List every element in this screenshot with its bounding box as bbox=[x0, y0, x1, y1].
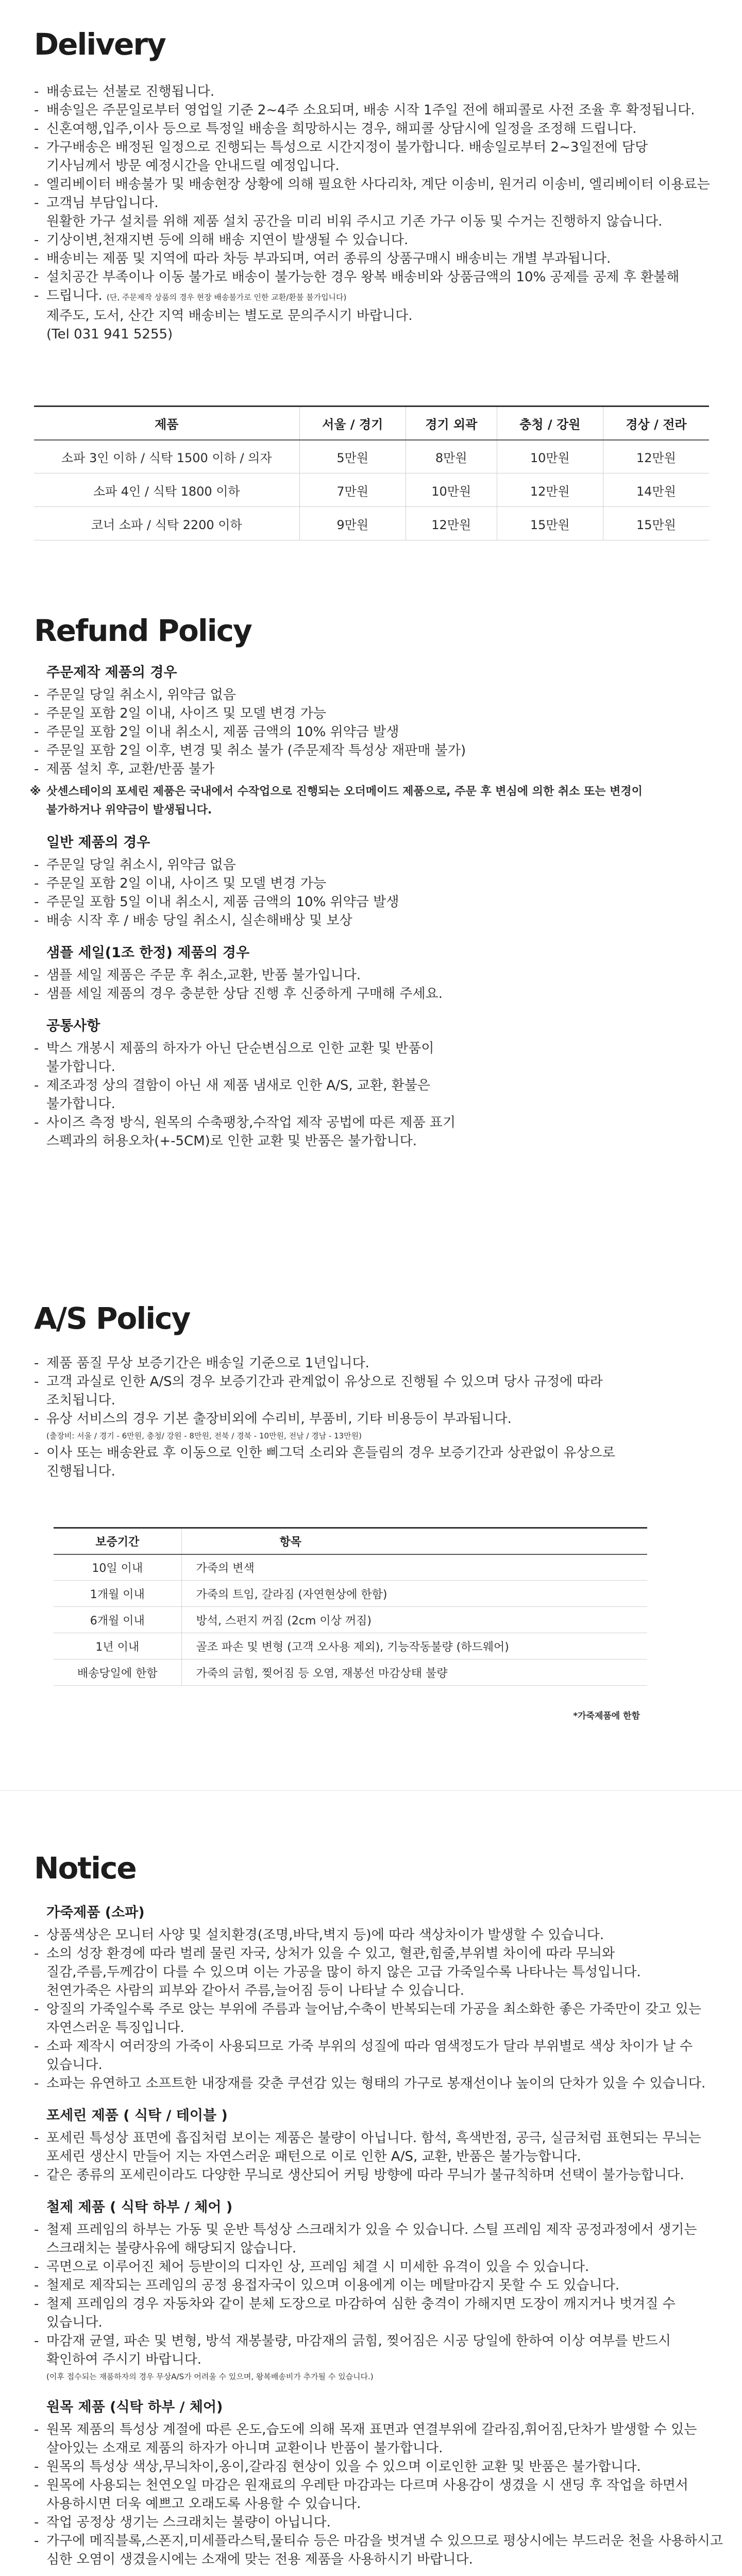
refund-custom-note: 불가하거나 위약금이 발생됩니다. bbox=[46, 804, 212, 817]
notice-line: - 가구에 메직블록,스폰지,미세플라스틱,물티슈 등은 마감을 벗겨낼 수 있으므로 평상시에는 부드러운 천을 사용하시고 bbox=[34, 2532, 709, 2550]
table-header-cell: 충청 / 강원 bbox=[497, 406, 603, 440]
as-warranty-table bbox=[54, 1527, 647, 1686]
refund-common-group bbox=[34, 1016, 709, 1150]
notice-leather-group bbox=[34, 1903, 709, 2093]
delivery-tel-line: (Tel 031 941 5255) bbox=[46, 327, 173, 342]
refund-line: - 배송 시작 후 / 배송 당일 취소시, 실손해배상 및 보상 bbox=[34, 911, 709, 930]
notice-line: - 원목의 특성상 색상,무늬차이,옹이,갈라짐 현상이 있을 수 있으며 이로인한 교환 및 반품은 불가합니다. bbox=[34, 2458, 709, 2476]
table-cell: 5만원 bbox=[299, 440, 406, 473]
as-line: 조치됩니다. bbox=[46, 1393, 115, 1408]
notice-line: - 소파는 유연하고 소프트한 내장재를 갖춘 쿠션감 있는 형태의 가구로 봉재선이나 높이의 단차가 있을 수 있습니다. bbox=[34, 2074, 709, 2093]
refund-general-heading: 일반 제품의 경우 bbox=[46, 835, 150, 851]
table-cell: 9만원 bbox=[299, 507, 406, 540]
as-title: A/S Policy bbox=[34, 1301, 190, 1336]
notice-line: 확인하여 주시기 바랍니다. bbox=[46, 2352, 202, 2367]
table-cell: 15만원 bbox=[603, 507, 709, 540]
notice-line: 질감,주름,두께감이 다를 수 있으며 이는 가공을 많이 하지 않은 고급 가죽일수록 나타나는 특성입니다. bbox=[46, 1964, 641, 1980]
notice-line: - 작업 공정상 생기는 스크래치는 불량이 아닙니다. bbox=[34, 2513, 709, 2532]
table-cell: 10만원 bbox=[406, 473, 497, 507]
table-header-cell: 제품 bbox=[34, 406, 299, 440]
table-cell: 10만원 bbox=[497, 440, 603, 473]
refund-line: - 박스 개봉시 제품의 하자가 아닌 단순변심으로 인한 교환 및 반품이 bbox=[34, 1039, 709, 1058]
as-line: 진행됩니다. bbox=[46, 1464, 115, 1479]
table-cell: 12만원 bbox=[497, 473, 603, 507]
table-cell: 8만원 bbox=[406, 440, 497, 473]
table-cell: 12만원 bbox=[406, 507, 497, 540]
refund-custom-group bbox=[34, 663, 709, 820]
table-row bbox=[54, 1607, 647, 1633]
table-header-cell: 경상 / 전라 bbox=[603, 406, 709, 440]
table-cell: 배송당일에 한함 bbox=[54, 1659, 181, 1686]
notice-line: 살아있는 소재로 제품의 하자가 아니며 교환이나 반품이 불가합니다. bbox=[46, 2441, 443, 2456]
delivery-line: - 엘리베이터 배송불가 및 배송현장 상황에 의해 필요한 사다리차, 계단 이송비, 원거리 이송비, 엘리베이터 이용료는 bbox=[34, 175, 709, 194]
table-cell: 6개월 이내 bbox=[54, 1607, 181, 1633]
as-line: - 제품 품질 무상 보증기간은 배송일 기준으로 1년입니다. bbox=[34, 1354, 709, 1372]
refund-line: - 주문일 포함 2일 이내, 사이즈 및 모델 변경 가능 bbox=[34, 704, 709, 723]
table-header-cell: 서울 / 경기 bbox=[299, 406, 406, 440]
refund-line: - 샘플 세일 제품의 경우 충분한 상담 진행 후 신중하게 구매해 주세요. bbox=[34, 985, 709, 1003]
table-cell: 코너 소파 / 식탁 2200 이하 bbox=[34, 507, 299, 540]
notice-line: - 소파 제작시 여러장의 가죽이 사용되므로 가죽 부위의 성질에 따라 염색정도가 달라 부위별로 색상 차이가 날 수 bbox=[34, 2037, 709, 2056]
notice-line: 있습니다. bbox=[46, 2315, 103, 2330]
table-row bbox=[54, 1554, 647, 1581]
refund-custom-note: ※ 삿센스테이의 포세린 제품은 국내에서 수작업으로 진행되는 오더메이드 제품으로, 주문 후 변심에 의한 취소 또는 변경이 bbox=[34, 783, 709, 801]
notice-line: 포세린 생산시 만들어 지는 자연스러운 패턴으로 이로 인한 A/S, 교환, 반품은 불가능합니다. bbox=[46, 2149, 581, 2164]
notice-steel-group bbox=[34, 2198, 709, 2384]
table-cell: 12만원 bbox=[603, 440, 709, 473]
table-row bbox=[34, 507, 709, 540]
refund-line: - 주문일 포함 2일 이내, 사이즈 및 모델 변경 가능 bbox=[34, 874, 709, 893]
delivery-line: - 배송료는 선불로 진행됩니다. bbox=[34, 82, 709, 101]
notice-line: - 포세린 특성상 표면에 흡집처럼 보이는 제품은 불량이 아닙니다. 함석, 흑색반점, 공극, 실금처럼 표현되는 무늬는 bbox=[34, 2129, 709, 2147]
delivery-line: - 가구배송은 배정된 일정으로 진행되는 특성으로 시간지정이 불가합니다. 배송일로부터 2~3일전에 담당 bbox=[34, 138, 709, 157]
delivery-jeju-line: 제주도, 도서, 산간 지역 배송비는 별도로 문의주시기 바랍니다. bbox=[46, 308, 413, 324]
notice-line: 사용하시면 더욱 예쁘고 오래도록 사용할 수 있습니다. bbox=[46, 2496, 361, 2512]
delivery-inline-note: (단, 주문제작 상품의 경우 현장 배송불가로 인한 교환/환불 불가입니다) bbox=[107, 293, 347, 302]
notice-line: - 같은 종류의 포세린이라도 다양한 무늬로 생산되어 커팅 방향에 따라 무늬가 불규칙하며 선택이 불가능합니다. bbox=[34, 2166, 709, 2184]
as-fee-note: (출장비: 서울 / 경기 - 6만원, 충청/ 강원 - 8만원, 전북 / 경북 - 10만원, 전남 / 경남 - 13만원) bbox=[46, 1431, 362, 1440]
notice-line: - 철제 프레임의 경우 자동차와 같이 분체 도장으로 마감하여 심한 충격이 가해지면 도장이 깨지거나 벗겨질 수 bbox=[34, 2295, 709, 2313]
table-cell: 소파 3인 이하 / 식탁 1500 이하 / 의자 bbox=[34, 440, 299, 473]
notice-line: 자연스러운 특징입니다. bbox=[46, 2020, 184, 2036]
delivery-refund-text: 드립니다. bbox=[46, 288, 103, 303]
as-line: - 고객 과실로 인한 A/S의 경우 보증기간과 관계없이 유상으로 진행될 수 있으며 당사 규정에 따라 bbox=[34, 1372, 709, 1391]
table-header-cell: 보증기간 bbox=[54, 1528, 181, 1554]
delivery-line: 원활한 가구 설치를 위해 제품 설치 공간을 미리 비워 주시고 기존 가구 이동 및 수거는 진행하지 않습니다. bbox=[46, 214, 663, 229]
table-header-cell: 항목 bbox=[181, 1528, 647, 1554]
delivery-list bbox=[34, 82, 709, 344]
notice-line: - 상품색상은 모니터 사양 및 설치환경(조명,바닥,벽지 등)에 따라 색상차이가 발생할 수 있습니다. bbox=[34, 1926, 709, 1944]
refund-line: 스펙과의 허용오차(+-5CM)로 인한 교환 및 반품은 불가합니다. bbox=[46, 1133, 417, 1149]
table-cell: 방석, 스펀지 꺼짐 (2cm 이상 꺼짐) bbox=[181, 1607, 647, 1633]
refund-title: Refund Policy bbox=[34, 613, 251, 648]
notice-line: - 철제로 제작되는 프레임의 공정 용접자국이 있으며 이용에게 이는 메탈마감지 못할 수 도 있습니다. bbox=[34, 2276, 709, 2295]
notice-line: - 앙질의 가죽일수록 주로 앉는 부위에 주름과 늘어남,수축이 반복되는데 가공을 최소화한 좋은 가죽만이 갖고 있는 bbox=[34, 2000, 709, 2019]
notice-line: - 소의 성장 환경에 따라 벌레 물린 자국, 상처가 있을 수 있고, 혈관,힘줄,부위별 차이에 따라 무늬와 bbox=[34, 1944, 709, 1963]
table-row bbox=[54, 1581, 647, 1607]
table-row bbox=[54, 1659, 647, 1686]
delivery-line bbox=[34, 286, 709, 307]
notice-line: 있습니다. bbox=[46, 2057, 103, 2073]
notice-steel-heading: 철제 제품 ( 식탁 하부 / 체어 ) bbox=[46, 2199, 233, 2215]
refund-common-heading: 공통사항 bbox=[46, 1018, 100, 1034]
notice-line: - 원목 제품의 특성상 계절에 따른 온도,습도에 의해 목재 표면과 연결부위에 갈라짐,휘어짐,단차가 발생할 수 있는 bbox=[34, 2420, 709, 2439]
notice-line: 심한 오염이 생겼을시에는 소재에 맞는 전용 제품을 사용하시기 바랍니다. bbox=[46, 2552, 473, 2567]
notice-wood-group bbox=[34, 2398, 723, 2569]
refund-sample-group bbox=[34, 943, 709, 1003]
table-header-row bbox=[34, 406, 709, 440]
refund-line: 불가합니다. bbox=[46, 1059, 115, 1075]
refund-sample-heading: 샘플 세일(1조 한정) 제품의 경우 bbox=[46, 945, 250, 961]
table-cell: 10일 이내 bbox=[54, 1554, 181, 1581]
table-cell: 14만원 bbox=[603, 473, 709, 507]
table-cell: 가죽의 변색 bbox=[181, 1554, 647, 1581]
delivery-line: - 배송비는 제품 및 지역에 따라 차등 부과되며, 여러 종류의 상품구매시 배송비는 개별 부과됩니다. bbox=[34, 249, 709, 268]
notice-porcelain-group bbox=[34, 2106, 709, 2184]
refund-general-group bbox=[34, 833, 709, 930]
table-row bbox=[34, 440, 709, 473]
refund-line: - 주문일 당일 취소시, 위약금 없음 bbox=[34, 686, 709, 704]
as-footnote: *가죽제품에 한함 bbox=[573, 1711, 640, 1721]
delivery-line: - 설치공간 부족이나 이동 불가로 배송이 불가능한 경우 왕복 배송비와 상품금액의 10% 공제를 공제 후 환불해 bbox=[34, 268, 709, 286]
notice-line: - 원목에 사용되는 천연오일 마감은 원재료의 우레탄 마감과는 다르며 사용감이 생겼을 시 샌딩 후 작업을 하면서 bbox=[34, 2476, 709, 2495]
table-cell: 1개월 이내 bbox=[54, 1581, 181, 1607]
table-cell: 골조 파손 및 변형 (고객 오사용 제외), 기능작동불량 (하드웨어) bbox=[181, 1633, 647, 1659]
as-list bbox=[34, 1354, 709, 1481]
refund-line: 불가합니다. bbox=[46, 1096, 115, 1112]
delivery-line: 기사님께서 방문 예정시간을 안내드릴 예정입니다. bbox=[46, 158, 340, 174]
refund-line: - 제조과정 상의 결함이 아닌 새 제품 냄새로 인한 A/S, 교환, 환불은 bbox=[34, 1076, 709, 1095]
notice-line: - 마감재 균열, 파손 및 변형, 방석 재봉불량, 마감재의 긁힘, 찢어짐은 시공 당일에 한하여 이상 여부를 반드시 bbox=[34, 2332, 709, 2350]
refund-line: - 사이즈 측정 방식, 원목의 수축팽창,수작업 제작 공법에 따른 제품 표기 bbox=[34, 1113, 709, 1132]
delivery-title: Delivery bbox=[34, 27, 165, 62]
notice-line: - 곡면으로 이루어진 체어 등받이의 디자인 상, 프레임 체결 시 미세한 유격이 있을 수 있습니다. bbox=[34, 2258, 709, 2276]
refund-line: - 주문일 포함 2일 이후, 변경 및 취소 불가 (주문제작 특성상 재판매 불가) bbox=[34, 741, 709, 760]
table-header-row bbox=[54, 1528, 647, 1554]
refund-line: - 주문일 포함 5일 이내 취소시, 제품 금액의 10% 위약금 발생 bbox=[34, 893, 709, 911]
table-cell: 7만원 bbox=[299, 473, 406, 507]
delivery-line: - 배송일은 주문일로부터 영업일 기준 2~4주 소요되며, 배송 시작 1주일 전에 해피콜로 사전 조율 후 확정됩니다. bbox=[34, 101, 709, 120]
notice-wood-heading: 원목 제품 (식탁 하부 / 체어) bbox=[46, 2399, 223, 2415]
delivery-line: - 고객님 부담입니다. bbox=[34, 194, 709, 212]
delivery-fee-table bbox=[34, 405, 709, 540]
table-header-cell: 경기 외곽 bbox=[406, 406, 497, 440]
refund-line: - 제품 설치 후, 교환/반품 불가 bbox=[34, 760, 709, 778]
delivery-line: - 신혼여행,입주,이사 등으로 특정일 배송을 희망하시는 경우, 해피콜 상담시에 일정을 조정해 드립니다. bbox=[34, 120, 709, 138]
notice-line: 천연가죽은 사람의 피부와 같아서 주름,늘어짐 등이 나타날 수 있습니다. bbox=[46, 1983, 465, 1998]
table-row bbox=[54, 1633, 647, 1659]
table-cell: 가죽의 긁힘, 찢어짐 등 오염, 재봉선 마감상태 불량 bbox=[181, 1659, 647, 1686]
notice-porcelain-heading: 포세린 제품 ( 식탁 / 테이블 ) bbox=[46, 2108, 228, 2124]
notice-title: Notice bbox=[34, 1851, 136, 1886]
table-cell: 1년 이내 bbox=[54, 1633, 181, 1659]
section-divider bbox=[0, 1790, 742, 1791]
table-cell: 소파 4인 / 식탁 1800 이하 bbox=[34, 473, 299, 507]
as-line: - 이사 또는 배송완료 후 이동으로 인한 삐그덕 소리와 흔들림의 경우 보증기간과 상관없이 유상으로 bbox=[34, 1444, 709, 1462]
refund-line: - 샘플 세일 제품은 주문 후 취소,교환, 반품 불가입니다. bbox=[34, 966, 709, 985]
refund-line: - 주문일 포함 2일 이내 취소시, 제품 금액의 10% 위약금 발생 bbox=[34, 723, 709, 741]
table-cell: 가죽의 트임, 갈라짐 (자연현상에 한함) bbox=[181, 1581, 647, 1607]
refund-content bbox=[34, 663, 709, 1164]
notice-content bbox=[34, 1903, 723, 2576]
as-line: - 유상 서비스의 경우 기본 출장비외에 수리비, 부품비, 기타 비용등이 부과됩니다. bbox=[34, 1410, 709, 1428]
notice-leather-heading: 가죽제품 (소파) bbox=[46, 1905, 145, 1921]
delivery-line: - 기상이변,천재지변 등에 의해 배송 지연이 발생될 수 있습니다. bbox=[34, 231, 709, 249]
notice-steel-small-note: (이후 접수되는 재품하자의 경우 무상A/S가 어려울 수 있으며, 왕복배송비가 추가될 수 있습니다.) bbox=[46, 2372, 374, 2381]
notice-line: - 철제 프레임의 하부는 가동 및 운반 특성상 스크래치가 있을 수 있습니다. 스틸 프레임 제작 공정과정에서 생기는 bbox=[34, 2221, 709, 2239]
table-cell: 15만원 bbox=[497, 507, 603, 540]
refund-custom-heading: 주문제작 제품의 경우 bbox=[46, 665, 177, 681]
refund-line: - 주문일 당일 취소시, 위약금 없음 bbox=[34, 856, 709, 874]
notice-line: 스크래치는 불량사유에 해당되지 않습니다. bbox=[46, 2241, 297, 2256]
table-row bbox=[34, 473, 709, 507]
